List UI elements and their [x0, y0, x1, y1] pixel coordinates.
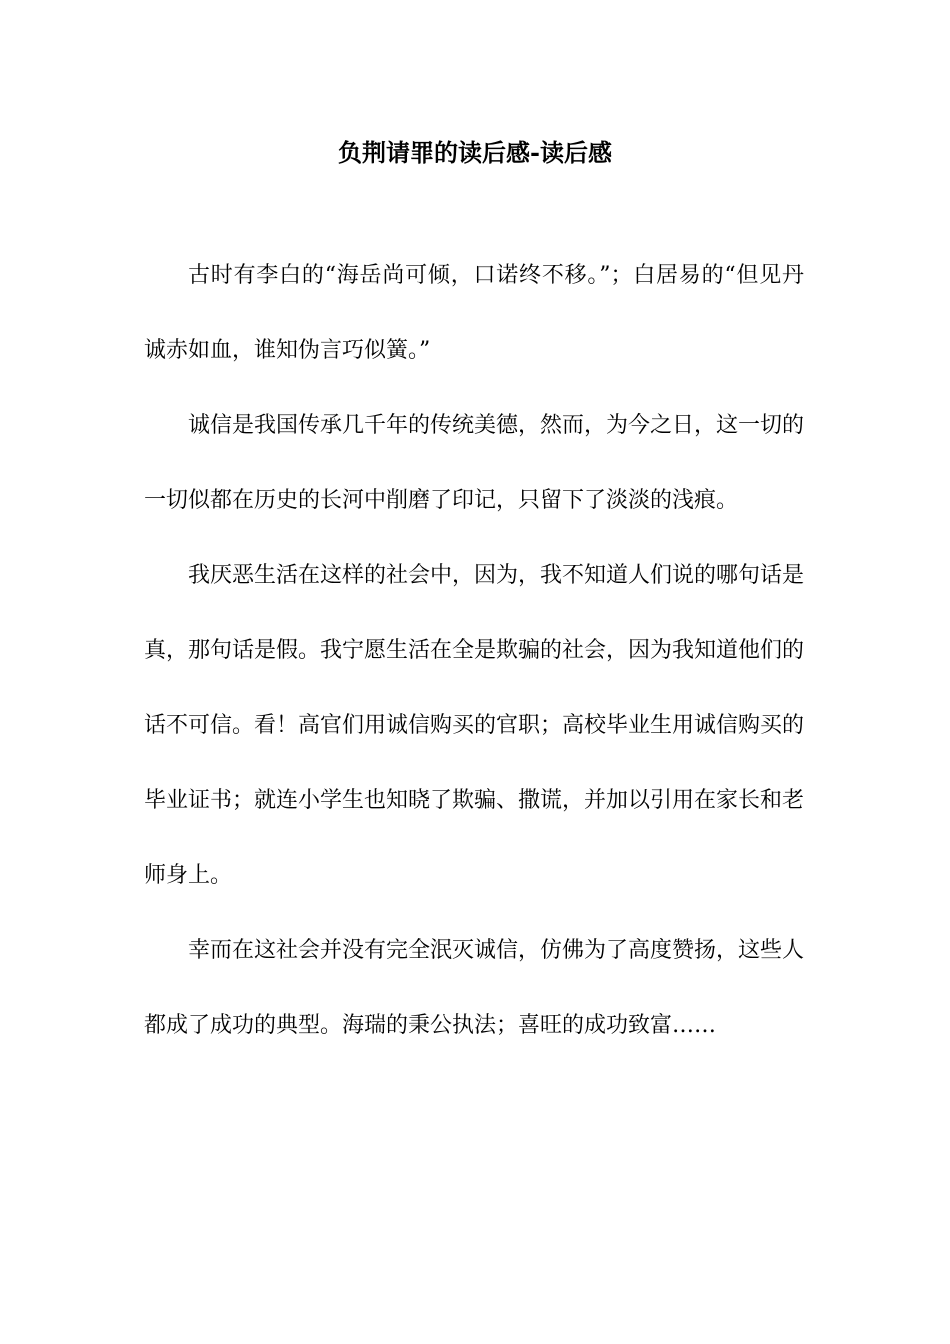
paragraph-3: 我厌恶生活在这样的社会中，因为，我不知道人们说的哪句话是真，那句话是假。我宁愿生活在全是欺骗的社会，因为我知道他们的话不可信。看！高官们用诚信购买的官职；高校毕业生用诚信购买的毕业证书；就连小学生也知晓了欺骗、撒谎，并加以引用在家长和老师身上。 [144, 563, 805, 888]
paragraph-2: 诚信是我国传承几千年的传统美德，然而，为今之日，这一切的一切似都在历史的长河中削磨了印记，只留下了淡淡的浅痕。 [144, 413, 805, 513]
document-body [144, 238, 804, 1063]
paragraph-4: 幸而在这社会并没有完全泯灭诚信，仿佛为了高度赞扬，这些人都成了成功的典型。海瑞的秉公执法；喜旺的成功致富…… [144, 938, 805, 1038]
document-title: 负荆请罪的读后感-读后感 [338, 138, 612, 167]
paragraph-1: 古时有李白的“海岳尚可倾，口诺终不移。”；白居易的“但见丹诚赤如血，谁知伪言巧似簧。” [144, 263, 804, 363]
